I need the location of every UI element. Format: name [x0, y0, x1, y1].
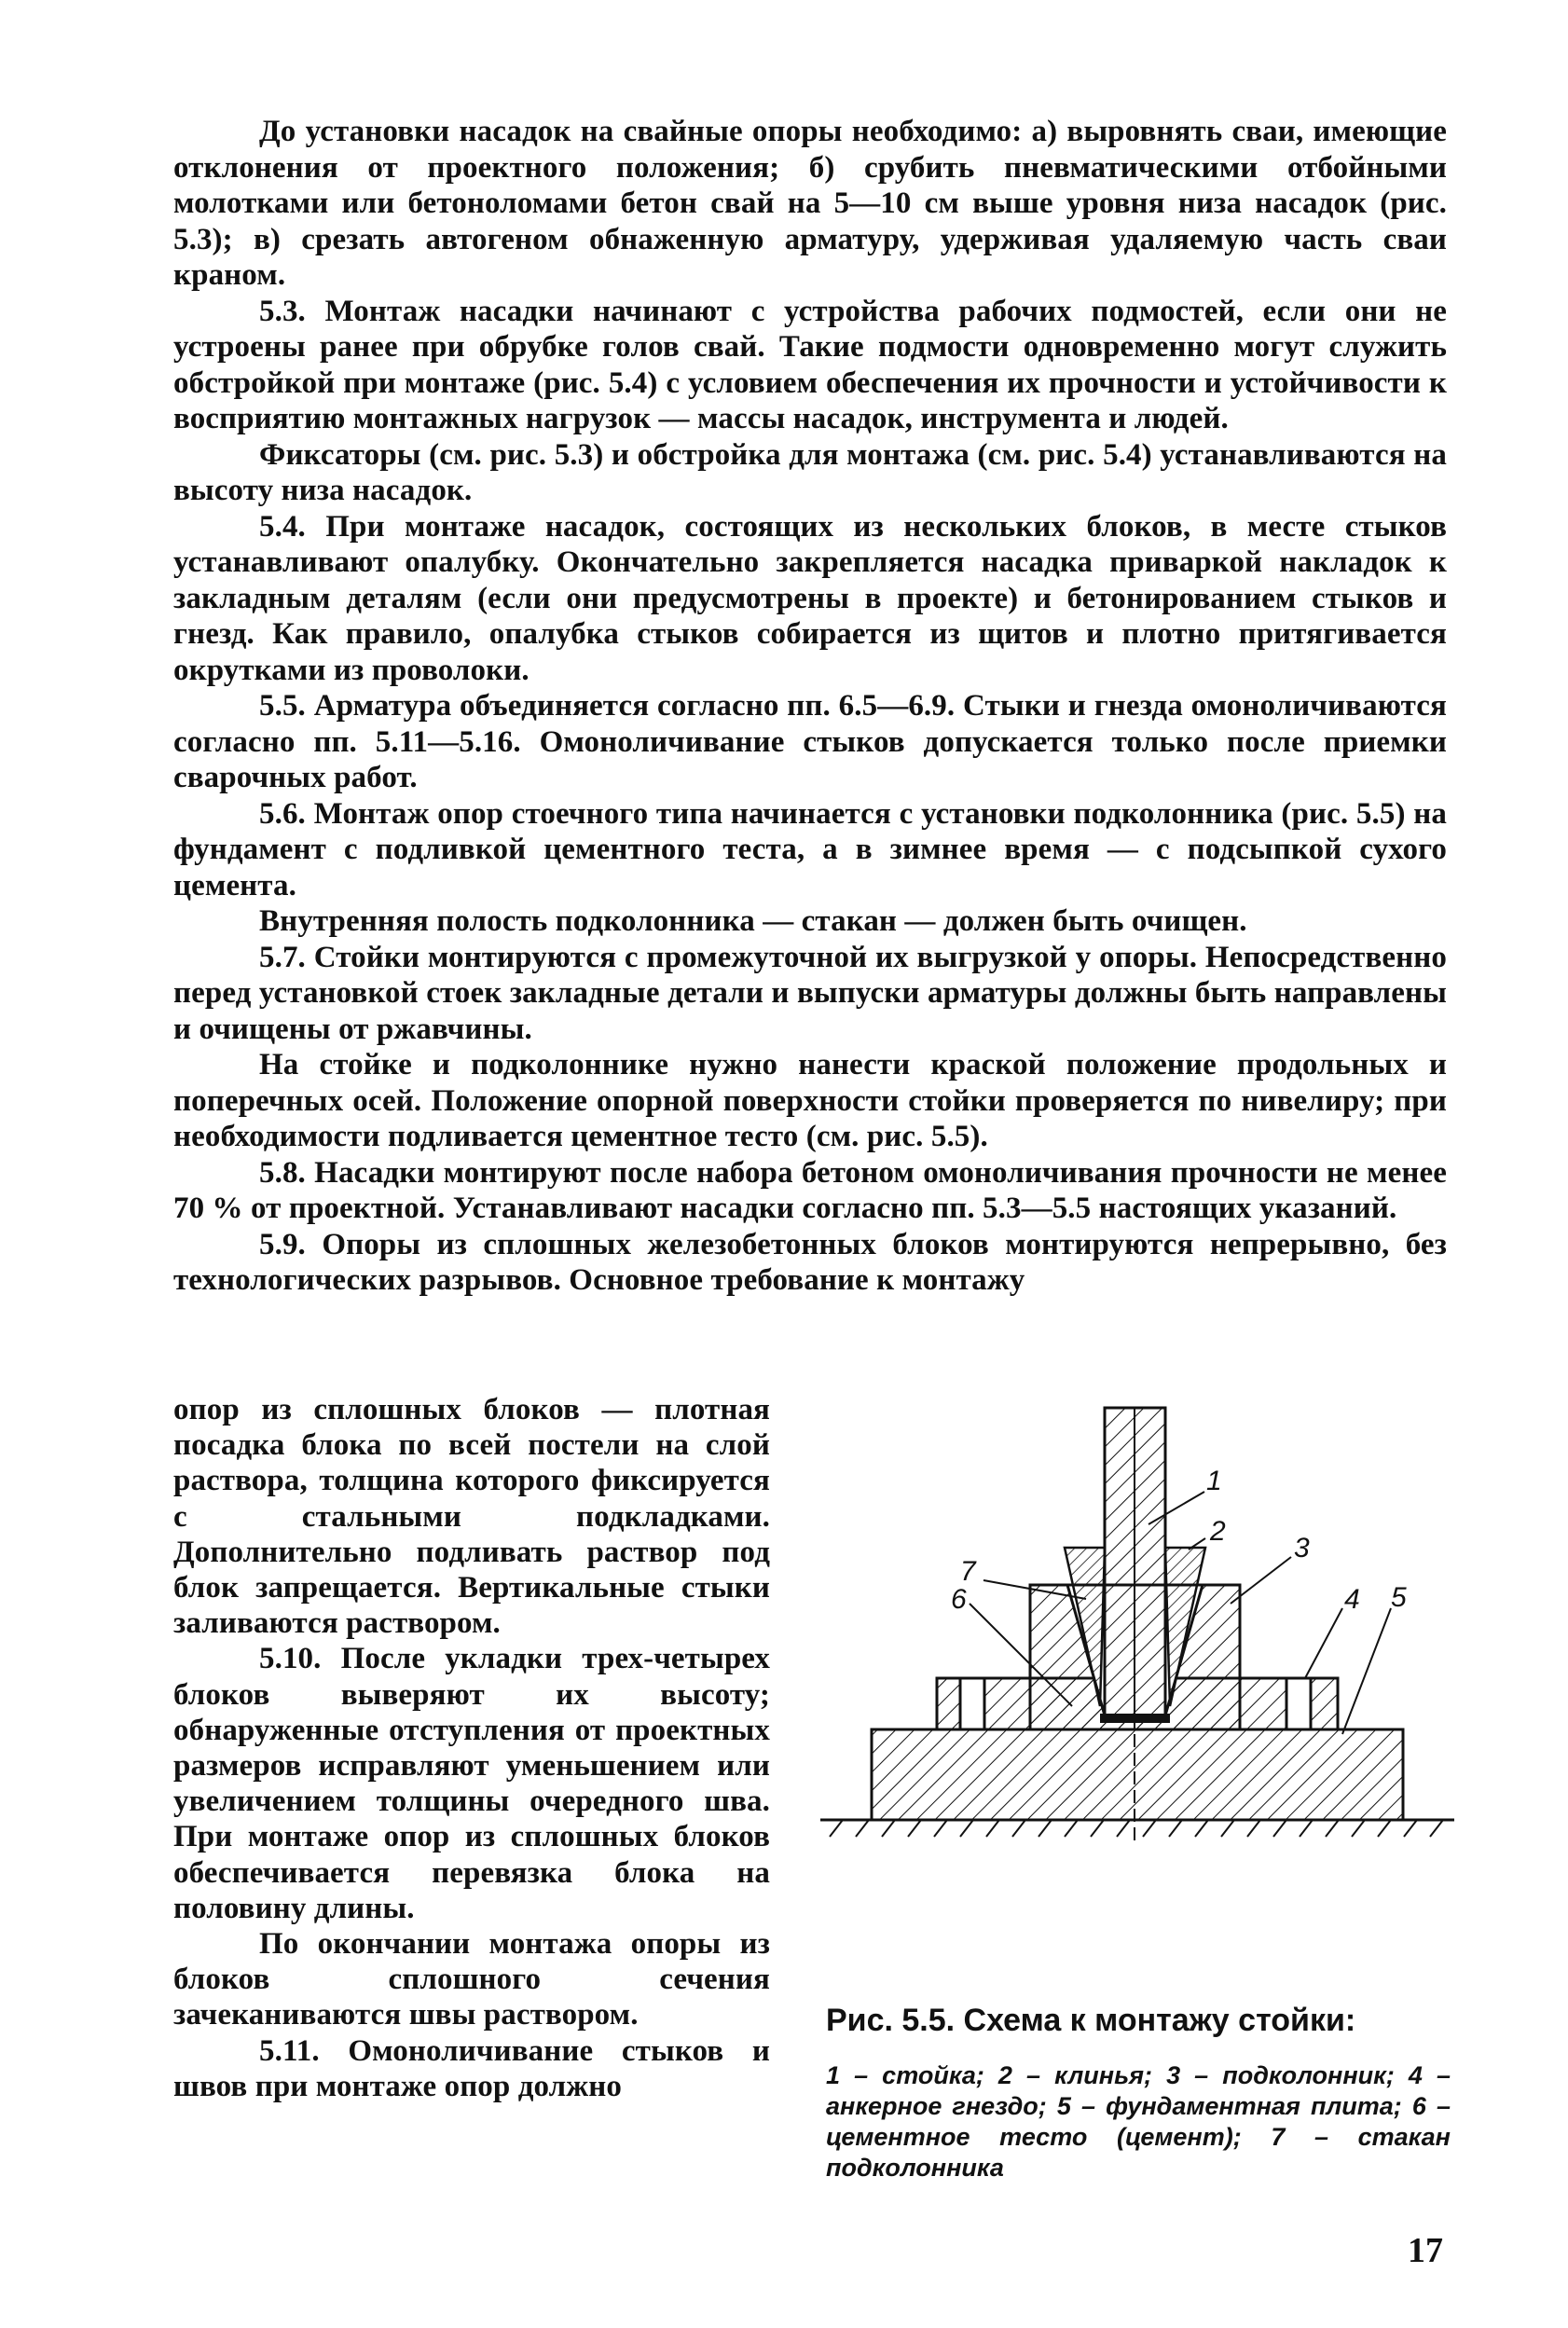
column-mounting-diagram	[820, 1398, 1454, 1995]
anchor-socket-left	[960, 1678, 984, 1729]
ground	[820, 1820, 1454, 1837]
label-6: 6	[951, 1584, 967, 1615]
paragraph: На стойке и подколоннике нужно нанести краской положение продольных и поперечных осей. Положение опорной поверхности стойки проверяется по нивелиру; при необходимости подливается цементное тесто (см. рис. 5.5).	[173, 1048, 1447, 1153]
paragraph: 5.10. После укладки трех-четырех блоков выверяют их высоту; обнаруженные отступления от проектных размеров исправляют уменьшением или увеличением толщины очередного шва. При монтаже опор из сплошных блоков обеспечивается перевязка блока на половину длины.	[173, 1642, 770, 1925]
paragraph: Фиксаторы (см. рис. 5.3) и обстройка для монтажа (см. рис. 5.4) устанавливаются на высоту низа насадок.	[173, 437, 1447, 507]
paragraph: 5.9. Опоры из сплошных железобетонных блоков монтируются непрерывно, без технологических разрывов. Основное требование к монтажу	[173, 1227, 1447, 1297]
left-text-column	[173, 1392, 770, 2104]
label-7: 7	[960, 1556, 976, 1587]
anchor-socket-right	[1286, 1678, 1311, 1729]
label-3: 3	[1294, 1533, 1310, 1563]
label-4: 4	[1344, 1584, 1360, 1615]
paragraph: 5.11. Омоноличивание стыков и швов при монтаже опор должно	[173, 2033, 770, 2103]
paragraph: 5.4. При монтаже насадок, состоящих из нескольких блоков, в месте стыков устанавливают опалубку. Окончательно закрепляется насадка приваркой накладок к закладным деталям (если они предусмотрены в проекте) и бетонированием стыков и гнезд. Как правило, опалубка стыков собирается из щитов и плотно притягивается окрутками из проволоки.	[173, 509, 1447, 687]
paragraph: 5.7. Стойки монтируются с промежуточной их выгрузкой у опоры. Непосредственно перед установкой стоек закладные детали и выпуски арматуры должны быть направлены и очищены от ржавчины.	[173, 940, 1447, 1046]
label-2: 2	[1210, 1516, 1226, 1547]
paragraph: Внутренняя полость подколонника — стакан — должен быть очищен.	[259, 904, 1247, 938]
foundation-slab	[872, 1729, 1403, 1820]
page-number: 17	[1408, 2231, 1443, 2270]
paragraph: опор из сплошных блоков — плотная посадка блока по всей постели на слой раствора, толщина которого фиксируется с стальными подкладками. Дополнительно подливать раствор под блок запрещается. Вертикальные стыки заливаются раствором.	[173, 1393, 770, 1641]
label-1: 1	[1206, 1466, 1222, 1496]
paragraph: 5.5. Арматура объединяется согласно пп. 6.5—6.9. Стыки и гнезда омоноличиваются согласно пп. 5.11—5.16. Омоноличивание стыков допускается только после приемки сварочных работ.	[173, 689, 1447, 794]
paragraph: До установки насадок на свайные опоры необходимо: а) выровнять сваи, имеющие отклонения от проектного положения; б) срубить пневматическими отбойными молотками или бетоноломами бетон свай на 5—10 см выше уровня низа насадок (рис. 5.3); в) срезать автогеном обнаженную арматуру, удерживая удаляемую часть сваи краном.	[173, 115, 1447, 292]
paragraph: 5.6. Монтаж опор стоечного типа начинается с установки подколонника (рис. 5.5) на фундамент с подливкой цементного теста, а в зимнее время — с подсыпкой сухого цемента.	[173, 796, 1447, 902]
figure-caption: Рис. 5.5. Схема к монтажу стойки:	[826, 2003, 1356, 2038]
paragraph: 5.8. Насадки монтируют после набора бетоном омоноличивания прочности не менее 70 % от проектной. Устанавливают насадки согласно пп. 5.3—5.5 настоящих указаний.	[173, 1155, 1447, 1225]
figure-legend: 1 – стойка; 2 – клинья; 3 – подколонник; 4 – анкерное гнездо; 5 – фундаментная плита; 6 – цементное тесто (цемент); 7 – стакан подколонника	[826, 2061, 1451, 2182]
label-5: 5	[1391, 1582, 1407, 1613]
main-text-column	[173, 114, 1447, 1299]
paragraph: По окончании монтажа опоры из блоков сплошного сечения зачеканиваются швы раствором.	[173, 1927, 770, 2032]
paragraph: 5.3. Монтаж насадки начинают с устройства рабочих подмостей, если они не устроены ранее при обрубке голов свай. Такие подмости одновременно могут служить обстройкой при монтаже (рис. 5.4) с условием обеспечения их прочности и устойчивости к восприятию монтажных нагрузок — массы насадок, инструмента и людей.	[173, 294, 1447, 435]
